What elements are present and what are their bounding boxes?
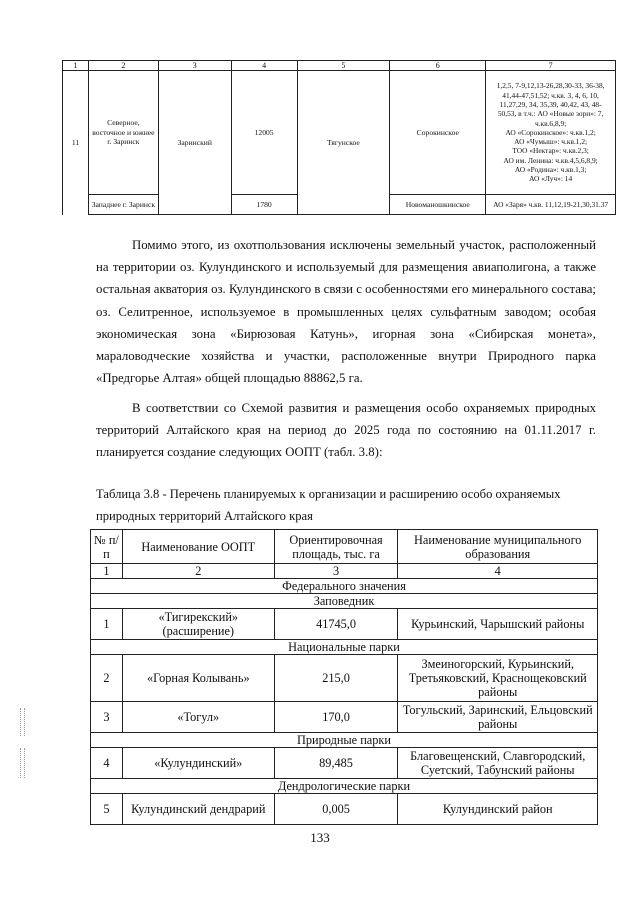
area-name: Кулундинский дендрарий: [122, 794, 274, 825]
district-cell: Заринский: [158, 71, 231, 215]
area-size: 215,0: [274, 655, 398, 702]
scan-mark: [24, 748, 25, 778]
quarters-line: АО им. Ленина: ч.кв.4,5,6,8,9;: [503, 155, 598, 165]
section-title: Дендрологические парки: [91, 779, 598, 794]
header-number: 4: [231, 61, 297, 71]
column-header: Ориентировочная площадь, тыс. га: [274, 530, 398, 564]
area-size: 41745,0: [274, 609, 398, 640]
header-number: 6: [390, 61, 486, 71]
header-number: 2: [88, 61, 158, 71]
header-number-row: [63, 61, 616, 71]
municipality: Курьинский, Чарышский районы: [398, 609, 598, 640]
header-number: 1: [63, 61, 89, 71]
quarters-line: АО «Луч»: 14: [529, 174, 573, 184]
scan-mark: [20, 708, 21, 736]
section-row: [91, 579, 598, 594]
section-row: [91, 733, 598, 748]
municipality: Кулундинский район: [398, 794, 598, 825]
table-row: [91, 655, 598, 702]
table-row: [63, 71, 616, 195]
column-header: Наименование ООПТ: [122, 530, 274, 564]
municipality: Благовещенский, Славгородский, Суетский, Табунский районы: [398, 748, 598, 779]
header-number: 3: [158, 61, 231, 71]
row-number: 3: [91, 702, 123, 733]
body-paragraph: В соответствии со Схемой развития и размещения особо охраняемых природных территорий Алтайского края на период до 2025 года по состоянию на 01.11.2017 г. планируется создание следующих ООПТ (табл. 3.8):: [96, 401, 596, 460]
section-title: Заповедник: [91, 594, 598, 609]
territory-cell: Северное, восточное и южнее г. Заринск: [88, 71, 158, 195]
hunting-grounds-table: [62, 60, 616, 215]
row-number: 11: [63, 71, 89, 215]
quarters-line: ч.кв.6,8,9;: [534, 118, 567, 128]
header-number: 3: [274, 564, 398, 579]
table-header-row: [91, 530, 598, 564]
territory-cell: Западнее г. Заринск: [88, 195, 158, 215]
quarters-line: 1,2,5, 7-9,12,13-26,28,30-33, 36-38,: [496, 81, 605, 91]
protected-areas-table: [90, 529, 598, 825]
page-number: 133: [310, 830, 330, 845]
header-number: 5: [297, 61, 390, 71]
locality-cell: Сорокинское: [390, 71, 486, 195]
table-row: [91, 794, 598, 825]
quarters-line: 41,44-47,51,52; ч.кв. 3, 4, 6, 10,: [502, 90, 599, 100]
quarters-line: АО «Родина»: ч.кв.1,3;: [514, 165, 587, 175]
quarters-line: АО «Чумыш»: ч.кв.1,2;: [514, 137, 588, 147]
scan-mark: [20, 748, 21, 778]
table-caption: Таблица 3.8 - Перечень планируемых к организации и расширению особо охраняемых природных территорий Алтайского края: [96, 487, 561, 523]
municipality: Змеиногорский, Курьинский, Третьяковский, Краснощековский районы: [398, 655, 598, 702]
area-name: «Кулундинский»: [122, 748, 274, 779]
hunting-ground-cell: Тягунское: [297, 71, 390, 215]
quarters-line: 11,27,29, 34, 35,39, 40,42, 43, 48-: [499, 99, 602, 109]
section-title: Национальные парки: [91, 640, 598, 655]
area-size: 89,485: [274, 748, 398, 779]
column-header: Наименование муниципального образования: [398, 530, 598, 564]
quarters-line: АО «Сорокинское»: ч.кв.1,2;: [505, 127, 596, 137]
quarters-line: ТОО «Нектар»: ч.кв.2,3;: [512, 146, 589, 156]
row-number: 5: [91, 794, 123, 825]
section-title: Федерального значения: [91, 579, 598, 594]
locality-cell: Новоманошкинское: [390, 195, 486, 215]
header-number-row: [91, 564, 598, 579]
row-number: 2: [91, 655, 123, 702]
row-number: 4: [91, 748, 123, 779]
area-cell: 1780: [231, 195, 297, 215]
row-number: 1: [91, 609, 123, 640]
header-number: 7: [486, 61, 616, 71]
quarters-cell: [486, 71, 616, 195]
area-cell: 12005: [231, 71, 297, 195]
body-paragraph: Помимо этого, из охотпользования исключены земельный участок, расположенный на территории оз. Кулундинского и используемый для размещения авиаполигона, а также остальная акватория оз. Кулундинского в связи с особенностями его минерального состава; оз. Селитренное, используемое в промышленных целях сульфатным заводом; особая экономическая зона «Бирюзовая Катунь», игорная зона «Сибирская монета», мараловодческие хозяйства и участки, расположенные внутри Природного парка «Предгорье Алтая» общей площадью 88862,5 га.: [96, 238, 596, 386]
area-name: «Тигирекский» (расширение): [122, 609, 274, 640]
quarters-line: 50,53, в т.ч.: АО «Новые зори»: 7,: [497, 109, 604, 119]
area-name: «Горная Колывань»: [122, 655, 274, 702]
section-title: Природные парки: [91, 733, 598, 748]
area-size: 170,0: [274, 702, 398, 733]
table-row: [91, 609, 598, 640]
section-row: [91, 640, 598, 655]
column-header: № п/п: [91, 530, 123, 564]
table-row: [91, 748, 598, 779]
quarters-cell: АО «Заря» ч.кв. 11,12,19-21,30,31.37: [486, 195, 616, 215]
section-row: [91, 594, 598, 609]
scan-mark: [24, 708, 25, 736]
header-number: 1: [91, 564, 123, 579]
area-size: 0,005: [274, 794, 398, 825]
section-row: [91, 779, 598, 794]
area-name: «Тогул»: [122, 702, 274, 733]
table-row: [91, 702, 598, 733]
header-number: 2: [122, 564, 274, 579]
header-number: 4: [398, 564, 598, 579]
municipality: Тогульский, Заринский, Ельцовский районы: [398, 702, 598, 733]
